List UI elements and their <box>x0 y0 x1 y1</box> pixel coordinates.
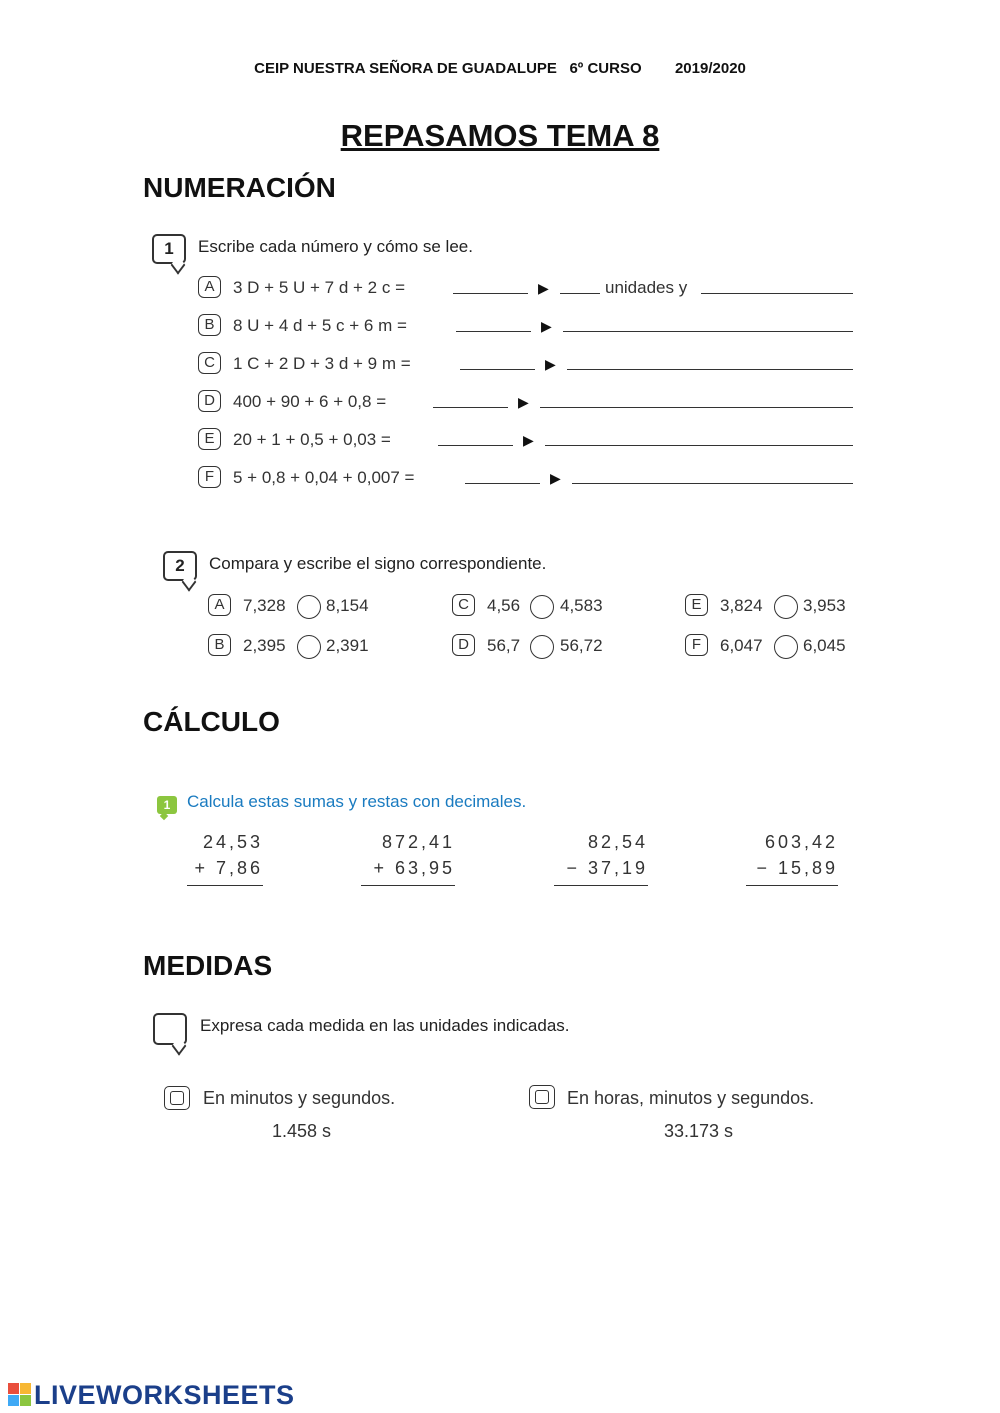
expression: 8 U + 4 d + 5 c + 6 m = <box>233 316 407 335</box>
item-letter: E <box>198 428 221 450</box>
measure-label: En horas, minutos y segundos. <box>567 1088 815 1108</box>
compare-right: 56,72 <box>560 636 603 655</box>
compare-item-c <box>452 593 652 619</box>
school-year: 2019/2020 <box>674 60 746 77</box>
numeration-row-e <box>198 427 858 453</box>
measure-value: 33.173 s <box>664 1121 734 1141</box>
operation-2 <box>355 829 455 886</box>
exercise-instruction: Compara y escribe el signo correspondiente. <box>209 554 547 573</box>
exercise-instruction: Escribe cada número y cómo se lee. <box>198 237 473 256</box>
compare-right: 3,953 <box>803 596 846 615</box>
school-name: CEIP NUESTRA SEÑORA DE GUADALUPE <box>254 60 557 77</box>
brand-name: LIVEWORKSHEETS <box>34 1380 295 1410</box>
arrow-icon: ▶ <box>523 432 534 448</box>
sign-circle[interactable] <box>297 635 321 659</box>
item-letter: B <box>198 314 221 336</box>
course-label: 6º CURSO <box>569 60 642 77</box>
item-letter: D <box>452 634 475 656</box>
section-title-numeracion: NUMERACIÓN <box>143 172 336 203</box>
exercise-instruction: Expresa cada medida en las unidades indicadas. <box>200 1016 570 1035</box>
page-title: REPASAMOS TEMA 8 <box>340 118 660 153</box>
compare-left: 4,56 <box>487 596 521 615</box>
sign-circle[interactable] <box>774 635 798 659</box>
arrow-icon: ▶ <box>550 470 561 486</box>
item-letter: B <box>208 634 231 656</box>
item-letter: A <box>208 594 231 616</box>
compare-right: 2,391 <box>326 636 369 655</box>
compare-left: 7,328 <box>243 596 286 615</box>
compare-left: 6,047 <box>720 636 763 655</box>
measure-label: En minutos y segundos. <box>203 1088 396 1108</box>
exercise-number-badge <box>153 1013 187 1045</box>
operand-top: 603,42 <box>764 832 838 852</box>
compare-left: 3,824 <box>720 596 763 615</box>
exercise-number-badge <box>163 551 197 581</box>
exercise-number: 1 <box>164 239 174 258</box>
compare-item-b <box>208 633 408 659</box>
item-letter: C <box>452 594 475 616</box>
sign-circle[interactable] <box>530 635 554 659</box>
school-header <box>0 60 1000 77</box>
compare-right: 6,045 <box>803 636 846 655</box>
answer-reading-blank[interactable] <box>545 427 853 446</box>
exercise-number-badge <box>157 796 177 814</box>
compare-item-e <box>685 593 885 619</box>
expression: 5 + 0,8 + 0,04 + 0,007 = <box>233 468 415 487</box>
operand-bottom: − 15,89 <box>756 858 838 878</box>
exercise-number: 1 <box>163 798 171 812</box>
answer-number-blank[interactable] <box>465 465 540 484</box>
answer-reading-blank[interactable] <box>572 465 853 484</box>
result-line <box>187 885 263 886</box>
item-letter: C <box>198 352 221 374</box>
answer-number-blank[interactable] <box>438 427 513 446</box>
arrow-icon: ▶ <box>545 356 556 372</box>
numeration-row-f <box>198 465 858 491</box>
logo-icon <box>8 1383 32 1407</box>
brand-logo <box>8 1380 295 1411</box>
item-letter: F <box>685 634 708 656</box>
sign-circle[interactable] <box>297 595 321 619</box>
operand-top: 82,54 <box>587 832 648 852</box>
units-label: unidades y <box>605 278 688 297</box>
operation-1 <box>175 829 263 886</box>
item-letter: D <box>198 390 221 412</box>
measure-value: 1.458 s <box>272 1121 332 1141</box>
item-letter: F <box>198 466 221 488</box>
compare-right: 4,583 <box>560 596 603 615</box>
result-line <box>554 885 648 886</box>
answer-number-blank[interactable] <box>453 275 528 294</box>
section-title-calculo: CÁLCULO <box>143 706 280 737</box>
numeration-row-b <box>198 313 858 339</box>
arrow-icon: ▶ <box>518 394 529 410</box>
arrow-icon: ▶ <box>541 318 552 334</box>
operation-3 <box>552 829 648 886</box>
sign-circle[interactable] <box>774 595 798 619</box>
operation-4 <box>740 829 838 886</box>
operand-top: 872,41 <box>381 832 455 852</box>
section-title-medidas: MEDIDAS <box>143 950 273 981</box>
answer-number-blank[interactable] <box>456 313 531 332</box>
exercise-number-badge <box>152 234 186 264</box>
expression: 20 + 1 + 0,5 + 0,03 = <box>233 430 391 449</box>
compare-left: 56,7 <box>487 636 521 655</box>
item-square-icon <box>164 1086 190 1110</box>
item-letter: E <box>685 594 708 616</box>
compare-item-f <box>685 633 885 659</box>
operand-bottom: + 63,95 <box>373 858 455 878</box>
item-square-icon <box>529 1085 555 1109</box>
compare-item-d <box>452 633 652 659</box>
exercise-number: 2 <box>175 556 185 575</box>
numeration-row-c <box>198 351 858 377</box>
arrow-icon: ▶ <box>538 280 549 296</box>
exercise-instruction: Calcula estas sumas y restas con decimales. <box>187 792 527 811</box>
answer-reading-blank[interactable] <box>563 313 853 332</box>
sign-circle[interactable] <box>530 595 554 619</box>
compare-left: 2,395 <box>243 636 286 655</box>
compare-item-a <box>208 593 408 619</box>
operand-bottom: + 7,86 <box>194 858 263 878</box>
expression: 1 C + 2 D + 3 d + 9 m = <box>233 354 411 373</box>
answer-number-blank[interactable] <box>433 389 508 408</box>
operand-bottom: − 37,19 <box>566 858 648 878</box>
result-line <box>746 885 838 886</box>
compare-right: 8,154 <box>326 596 369 615</box>
result-line <box>361 885 455 886</box>
expression: 400 + 90 + 6 + 0,8 = <box>233 392 387 411</box>
expression: 3 D + 5 U + 7 d + 2 c = <box>233 278 405 297</box>
answer-units-blank[interactable] <box>560 275 600 294</box>
item-letter: A <box>198 276 221 298</box>
answer-reading-blank[interactable] <box>567 351 853 370</box>
answer-number-blank[interactable] <box>460 351 535 370</box>
numeration-row-d <box>198 389 858 415</box>
answer-reading-blank[interactable] <box>540 389 853 408</box>
operand-top: 24,53 <box>202 832 263 852</box>
numeration-row-a <box>198 275 858 301</box>
answer-reading-blank[interactable] <box>701 275 853 294</box>
